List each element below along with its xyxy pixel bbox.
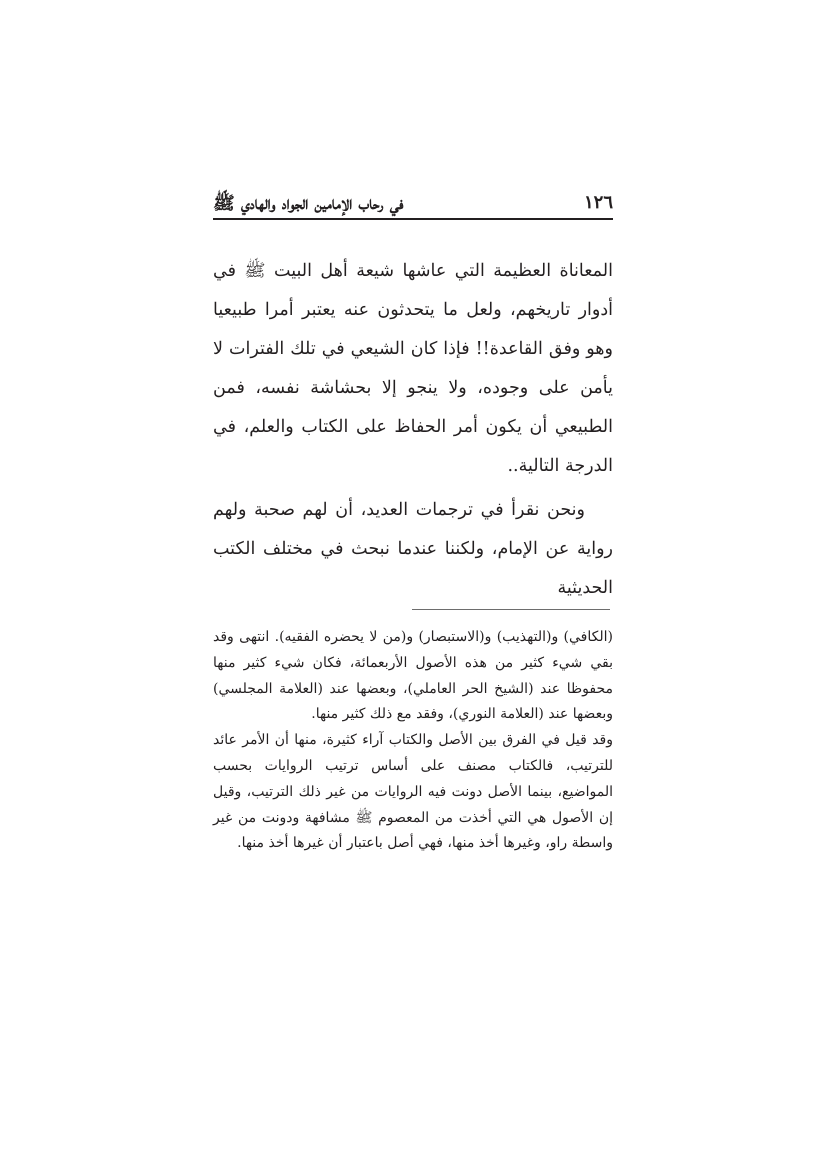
running-title: في رحاب الإمامين الجواد والهادي ﷺ (213, 193, 404, 214)
page-number: ١٢٦ (583, 192, 613, 213)
header-rule (213, 218, 613, 220)
main-paragraph: ونحن نقرأ في ترجمات العديد، أن لهم صحبة ولهم رواية عن الإمام، ولكننا عندما نبحث في مختلف الكتب الحديثية (213, 500, 613, 598)
page-header (213, 188, 613, 220)
main-text (213, 252, 613, 608)
footnotes (213, 625, 613, 857)
main-paragraph: المعاناة العظيمة التي عاشها شيعة أهل البيت ﷺ في أدوار تاريخهم، ولعل ما يتحدثون عنه يعتبر أمرا طبيعيا وهو وفق القاعدة!! فإذا كان الشيعي في تلك الفترات لا يأمن على وجوده، ولا ينجو إلا بحشاشة نفسه، فمن الطبيعي أن يكون أمر الحفاظ على الكتاب والعلم، في الدرجة التالية.. (213, 261, 613, 476)
footnote-paragraph: (الكافي) و(التهذيب) و(الاستبصار) و(من لا يحضره الفقيه). انتهى وقد بقي شيء كثير من هذه الأصول الأربعمائة، فكان شيء كثير منها محفوظا عند (الشيخ الحر العاملي)، وبعضها عند (العلامة المجلسي) وبعضها عند (العلامة النوري)، وفقد مع ذلك كثير منها. (213, 629, 613, 723)
footnote-separator (412, 609, 610, 610)
footnote-paragraph: وقد قيل في الفرق بين الأصل والكتاب آراء كثيرة، منها أن الأمر عائد للترتيب، فالكتاب مصنف على أساس ترتيب الروايات بحسب المواضيع، بينما الأصل دونت فيه الروايات من غير ذلك الترتيب، وقيل إن الأصول هي التي أخذت من المعصوم ﷺ مشافهة ودونت من غير واسطة راو، وغيرها أخذ منها، فهي أصل باعتبار أن غيرها أخذ منها. (213, 732, 613, 852)
